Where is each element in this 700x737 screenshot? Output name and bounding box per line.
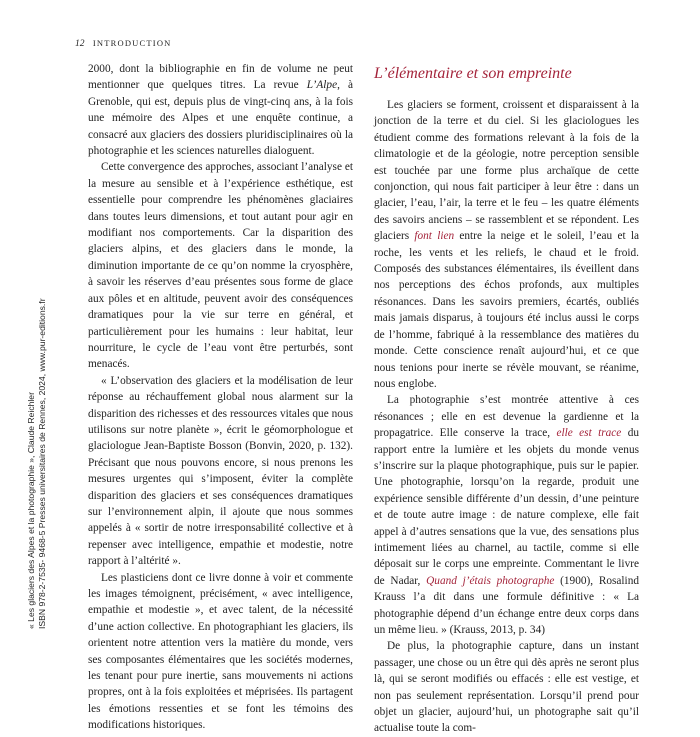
side-note-line: « Les glaciers des Alpes et la photographie », Claude Reichler [26, 392, 36, 629]
running-head: INTRODUCTION [92, 38, 172, 48]
side-note-line: ISBN 978-2-7535- 9468-5 Presses universitaires de Rennes, 2024, www.pur-editions.fr [36, 298, 47, 629]
text-run: (1900), Rosalind Krauss l’a dit dans une formule définitive : « La photographie dépend d’un échange entre deux corps dans un même lieu. » (Krauss, 2013, p. 34) [374, 574, 639, 636]
paragraph [88, 61, 353, 159]
journal-title: L’Alpe [306, 79, 338, 92]
book-title: Quand j’étais photographe [426, 574, 555, 587]
text-run: 2000, dont la bibliographie en fin de volume ne peut mentionner que quelques titres. La revue [88, 63, 353, 92]
page-number: 12 [75, 39, 85, 49]
right-column [374, 61, 639, 737]
emphasis: elle est trace [556, 427, 622, 440]
paragraph: Les plasticiens dont ce livre donne à voir et commente les images témoignent, précisément, « avec intelligence, empathie et modestie », et avec talent, de la nécessité d’une action collective. En photographiant les glaciers, ils orientent notre attention vers la matière du monde, vers ses composantes élémentaires que les sociétés modernes, les tenant pour pure inertie, sans mouvements ni actions propres, ont à la fois exploitées et méprisées. Ils partagent les émotions ressenties et se font les témoins des modifications historiques. [88, 571, 353, 732]
paragraph [374, 97, 639, 392]
left-column [88, 61, 353, 734]
text-run: La photographie s’est montrée attentive à ces résonances ; elle en est devenue la gardienne et la propagatrice. Elle conserve la trace, [374, 394, 639, 440]
paragraph: « L’observation des glaciers et la modélisation de leur réponse au réchauffement global nous alarment sur la disparition des richesses et des ressources vitales que nous utilisons sur notre planète », écrit le géomorphologue et glaciologue Jean-Baptiste Bosson (Bonvin, 2020, p. 132). Précisant que nous pouvons encore, si nous prenons les mesures urgentes qui s’imposent, éviter la complète disparition des glaciers et ses conséquences dramatiques sur l’environnement alpin, il ajoute que nous sommes appelés à « sortir de notre irresponsabilité collective et à repenser avec intelligence, empathie et modestie, notre rapport à l’altérité ». [88, 374, 353, 568]
text-run: entre la neige et le soleil, l’eau et la roche, les vents et les reliefs, le chaud et le froid. Composés des substances élémentaires, ils éveillent dans nos perceptions des échos profonds, aux multiples résonances. Dans les savoirs premiers, écartés, oubliés mais jamais disparus, à toujours été inclus aussi le corps de l’homme, fabriqué à la ressemblance des matières du monde. Cette conscience renaît aujourd’hui, et ce que nous tenions pour inerte se révèle mouvant, se réanime, nous englobe. [374, 230, 639, 390]
emphasis: font lien [414, 230, 455, 243]
page-header [75, 38, 172, 52]
paragraph: Cette convergence des approches, associant l’analyse et la mesure au sensible et à l’expérience esthétique, est essentielle pour comprendre les phénomènes glaciaires dans toutes leurs dimensions, et tout autant pour agir en modifiant nos comportements. Car la disparition des glaciers alpins, et des glaciers dans le monde, la diminution importante de ce qu’on nomme la cryosphère, à savoir les réserves d’eau présentes sous forme de glace aux pôles et en altitude, peuvent avoir des conséquences dramatiques pour la vie sur terre en général, et particulièrement pour les humains : leur habitat, leur nourriture, le cycle de l’eau vont être perturbés, sont menacés. [88, 161, 353, 371]
text-run: du rapport entre la lumière et les objets du monde venus s’inscrire sur la plaque photographique, puis sur le papier. Une photographie, lorsqu’on la regarde, produit une expérience sensible différente d’un dessin, d’une peinture et de toute autre image : de nature complexe, elle fait appel à d’autres sensations que la vue, des sensations plus intimement liées au charnel, au tactile, comme si elle déposait sur le corps une empreinte. Commentant le livre de Nadar, [374, 427, 639, 587]
copyright-side-note [26, 289, 47, 629]
paragraph [374, 392, 639, 638]
text-run: , à Grenoble, qui est, depuis plus de vingt-cinq ans, à la fois une mémoire des Alpes et une enquête continue, a consacré aux glaciers des dossiers pluridisciplinaires où la photographie et les sciences naturelles dialoguent. [88, 79, 353, 158]
text-run: Les glaciers se forment, croissent et disparaissent à la jonction de la terre et du ciel. Si les glaciologues les étudient comme des formations relevant à la fois de la climatologie et de la géologie, notre perception sensible est touchée par une forme plus archaïque de cette conjonction, qui nous fait participer à leur être : dans un glacier, l’eau, l’air, la terre et le feu – les quatre éléments des savoirs anciens – se rassemblent et se répondent. Les glaciers [374, 99, 639, 243]
section-heading: L’élémentaire et son empreinte [374, 65, 572, 82]
paragraph: De plus, la photographie capture, dans un instant passager, une chose ou un être qui dès après ne seront plus là, qui se seront modifiés ou effacés : elle est vestige, et non pas seulement représentation. Lorsqu’il prend pour objet un glacier, aujourd’hui, un photographe sait qu’il actualise toute la com- [374, 640, 639, 735]
